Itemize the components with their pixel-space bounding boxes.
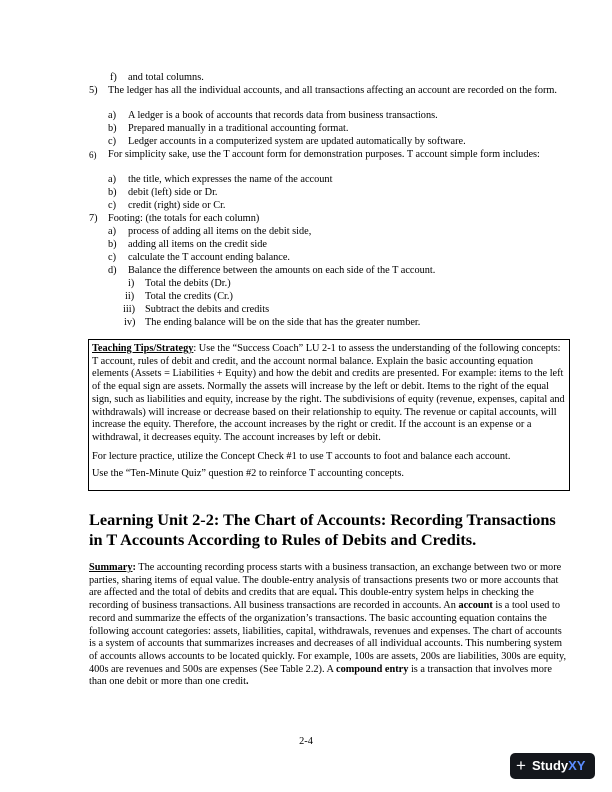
list-item: d) Balance the difference between the amounts on each side of the T account. (108, 265, 436, 276)
brand-logo-text: StudyXY (532, 758, 586, 773)
plus-icon: + (516, 756, 526, 775)
teaching-tips-box (88, 339, 570, 491)
lecture-practice-note: For lecture practice, utilize the Concept Check #1 to use T accounts to foot and balance each account. (92, 450, 511, 462)
list-item: a) process of adding all items on the debit side, (108, 226, 312, 237)
term-account: account (458, 600, 493, 612)
teaching-tips-label: Teaching Tips/Strategy (92, 343, 194, 354)
list-item: iii) Subtract the debits and credits (123, 304, 270, 315)
list-item: ii) Total the credits (Cr.) (125, 291, 233, 302)
list-item: f) and total columns. (110, 72, 204, 83)
quiz-note: Use the “Ten-Minute Quiz” question #2 to reinforce T accounting concepts. (92, 468, 404, 480)
list-item: c) Ledger accounts in a computerized system are updated automatically by software. (108, 136, 466, 147)
list-item: 5) (89, 85, 98, 96)
list-item: 6) (89, 150, 97, 160)
studyxy-badge[interactable] (510, 753, 595, 779)
summary-label: Summary (89, 562, 133, 573)
term-compound-entry: compound entry (336, 663, 409, 675)
section-heading: Learning Unit 2-2: The Chart of Accounts: Recording Transactions in T Accounts According to Rules of Debits and Credits. (89, 510, 556, 549)
summary-paragraph: Summary: The accounting recording process starts with a business transaction, an exchange between two or more parties, sharing items of equal value. The double-entry analysis of transactions presents two or more accounts that are affected and the total of debits and credits that are equal. This double-entry system helps in checking the recording of business transactions. All business transactions are recorded in accounts. An account is a tool used to record and summarize the effects of the organization’s transactions. The basic accounting equation contains the following account categories: assets, liabilities, capital, withdrawals, revenues and expenses. The chart of accounts is a system of accounts that summarizes increases and decreases of all individual accounts. This numbering system of accounts allows accounts to be located quickly. For example, 100s are assets, 200s are liabilities, 300s are equity, 400s are revenues and 500s are expenses (See Table 2.2). A compound entry is a transaction that involves more than one debit or more than one credit. (89, 562, 567, 688)
list-item: b) adding all items on the credit side (108, 239, 267, 250)
page-number: 2-4 (299, 736, 313, 747)
teaching-tips-paragraph: Teaching Tips/Strategy: Use the “Success Coach” LU 2-1 to assess the understanding of the following concepts: T account, rules of debit and credit, and the account normal balance. Explain the basic accounting equation elements (Assets = Liabilities + Equity) and how the debit and credits are presented. For example: items to the left of the equal sign are assets. Normally the assets will increase by the left or debit. Items to the right of the equal sign, such as liabilities and equity, increase by the right. The subdivisions of equity (revenue, expenses, capital and withdrawals) will increase or decrease based on their relationship to equity. The revenue or capital accounts, will increase the equity. Therefore, the account increases by the right or credit. If the account is an expense or a withdrawal, it decreases equity. The account increases by left or debit. (92, 343, 565, 443)
list-item: c) calculate the T account ending balance. (108, 252, 291, 263)
list-item: b) Prepared manually in a traditional accounting format. (108, 123, 349, 134)
list-item: b) debit (left) side or Dr. (108, 187, 218, 198)
list-item: c) credit (right) side or Cr. (108, 200, 226, 211)
list-item-text: For simplicity sake, use the T account form for demonstration purposes. T account simple form includes: (108, 149, 540, 160)
list-item: iv) The ending balance will be on the side that has the greater number. (124, 317, 421, 328)
list-item: a) A ledger is a book of accounts that records data from business transactions. (108, 110, 438, 121)
list-item: i) Total the debits (Dr.) (128, 278, 231, 289)
list-item: 7) Footing: (the totals for each column) (89, 213, 260, 224)
list-item-text: The ledger has all the individual accounts, and all transactions affecting an account are recorded on the form. (108, 85, 557, 96)
list-item: a) the title, which expresses the name of the account (108, 174, 333, 185)
